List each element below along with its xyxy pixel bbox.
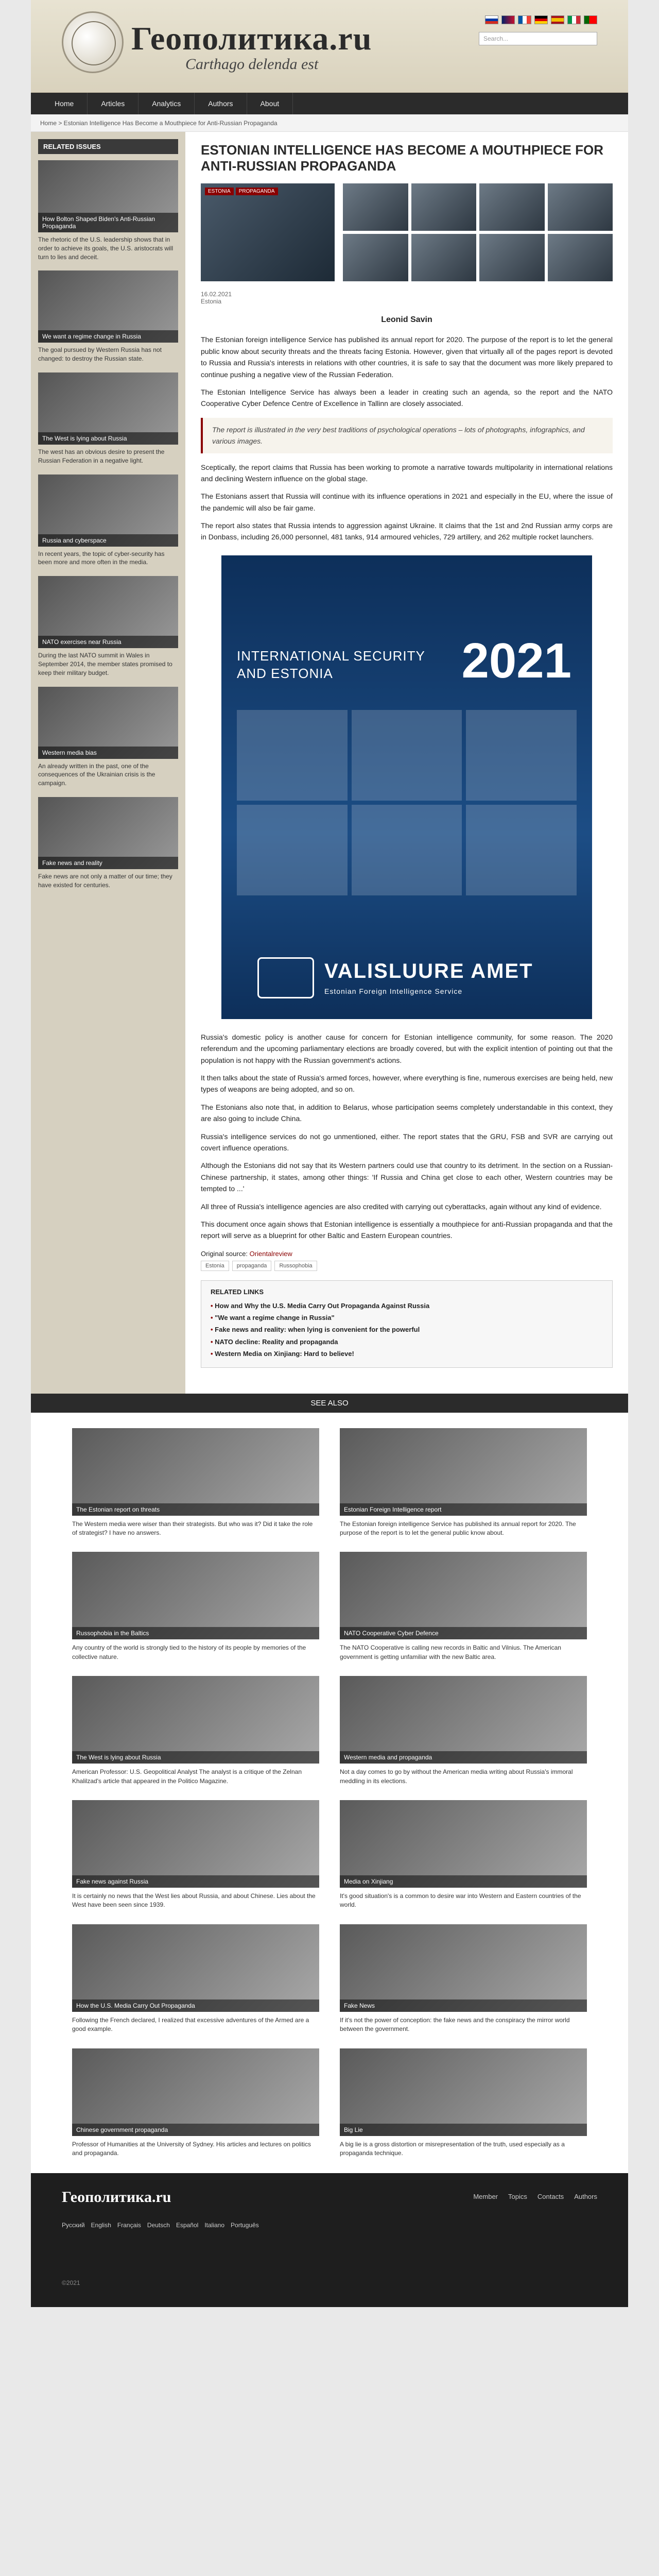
sidebar-card-caption[interactable]: Russia and cyberspace [38, 534, 178, 547]
related-link[interactable]: • "We want a regime change in Russia" [211, 1312, 603, 1324]
footer-lang[interactable]: Русский [62, 2222, 85, 2229]
see-also-item[interactable] [72, 1676, 319, 1786]
see-also-item[interactable] [340, 2048, 587, 2158]
sidebar-card-text: In recent years, the topic of cyber-security has been more and more often in the media. [38, 550, 165, 566]
see-also-caption[interactable]: NATO Cooperative Cyber Defence [340, 1627, 587, 1639]
see-also-caption[interactable]: Fake News [340, 1999, 587, 2012]
article-date: 16.02.2021 [201, 291, 232, 298]
see-also-caption[interactable]: Fake news against Russia [72, 1875, 319, 1888]
tag-chip[interactable]: Russophobia [274, 1261, 317, 1271]
nav-item-authors[interactable]: Authors [195, 93, 247, 114]
related-links-box [201, 1280, 613, 1368]
sidebar-card[interactable] [38, 576, 178, 677]
footer-nav [473, 2193, 597, 2200]
footer-languages [62, 2222, 597, 2229]
flag-es-icon[interactable] [551, 15, 564, 24]
copyright: ©2021 [62, 2279, 80, 2287]
footer-lang[interactable]: Deutsch [147, 2222, 170, 2229]
sidebar-card-text: The rhetoric of the U.S. leadership shows that in order to achieve its goals, the U.S. aristocrats will turn to lies and deceit. [38, 236, 174, 261]
footer-logo[interactable]: Геополитика.ru [62, 2189, 171, 2206]
flag-fr-icon[interactable] [518, 15, 531, 24]
footer-lang[interactable]: English [91, 2222, 111, 2229]
sidebar-card-text: An already written in the past, one of the consequences of the Ukrainian crisis is the campaign. [38, 762, 155, 787]
see-also-caption[interactable]: Media on Xinjiang [340, 1875, 587, 1888]
see-also-item[interactable] [72, 1800, 319, 1910]
pull-quote: The report is illustrated in the very best traditions of psychological operations – lots of photographs, infographics, and various images. [201, 418, 613, 453]
see-also-text: American Professor: U.S. Geopolitical Analyst The analyst is a critique of the Zelnan Khalilzad's article that appeared in the Politico Magazine. [72, 1768, 302, 1785]
see-also-grid [31, 1413, 628, 2174]
article-title: ESTONIAN INTELLIGENCE HAS BECOME A MOUTHPIECE FOR ANTI-RUSSIAN PROPAGANDA [201, 142, 603, 174]
see-also-text: The Western media were wiser than their strategists. But who was it? Did it take the role of strategist? I have no answers. [72, 1520, 313, 1537]
see-also-text: If it's not the power of conception: the fake news and the conspiracy the mirror world between the government. [340, 2016, 570, 2033]
article-content [185, 132, 628, 1394]
sidebar-heading: RELATED ISSUES [38, 139, 178, 154]
paragraph: Sceptically, the report claims that Russia has been working to promote a narrative towards multipolarity in international relations and declining Western influence on the global stage. [201, 463, 613, 483]
flag-it-icon[interactable] [567, 15, 581, 24]
cover-year: 2021 [461, 633, 571, 688]
nav-item-about[interactable]: About [247, 93, 293, 114]
sidebar-card-caption[interactable]: Fake news and reality [38, 857, 178, 869]
search-input[interactable]: Search... [479, 32, 597, 45]
see-also-item[interactable] [340, 1924, 587, 2034]
paragraph: The report also states that Russia intends to aggression against Ukraine. It claims that the 1st and 2nd Russian army corps are in Donbass, including 26,000 personnel, 481 tanks, 914 armoured vehicles, 729 artillery, and 262 multiple rocket launchers. [201, 521, 613, 541]
flag-ru-icon[interactable] [485, 15, 498, 24]
related-links-heading: RELATED LINKS [211, 1287, 264, 1296]
sidebar-card-caption[interactable]: We want a regime change in Russia [38, 330, 178, 343]
related-link[interactable]: • Fake news and reality: when lying is convenient for the powerful [211, 1324, 603, 1335]
see-also-item[interactable] [72, 1924, 319, 2034]
cover-line2: AND ESTONIA [237, 665, 333, 681]
sidebar-card-text: Fake news are not only a matter of our time; they have existed for centuries. [38, 872, 172, 889]
paragraph: All three of Russia's intelligence agencies are also credited with carrying out cyberattacks, again without any kind of evidence. [201, 1202, 602, 1211]
tag-row [201, 1261, 613, 1271]
language-flags [485, 15, 597, 24]
see-also-item[interactable] [72, 2048, 319, 2158]
breadcrumb[interactable]: Home > Estonian Intelligence Has Become a Mouthpiece for Anti-Russian Propaganda [31, 114, 628, 132]
nav-item-home[interactable]: Home [41, 93, 88, 114]
tag-chip[interactable]: propaganda [232, 1261, 272, 1271]
paragraph: This document once again shows that Estonian intelligence is essentially a mouthpiece for anti-Russian propaganda and that the report will serve as a blueprint for other Baltic and Eastern European countries. [201, 1219, 613, 1240]
footer-nav-item[interactable]: Topics [508, 2193, 527, 2201]
footer-nav-item[interactable]: Member [473, 2193, 498, 2201]
article-author[interactable]: Leonid Savin [381, 315, 432, 325]
sidebar-card[interactable] [38, 270, 178, 363]
footer-nav-item[interactable]: Contacts [537, 2193, 564, 2201]
see-also-caption[interactable]: How the U.S. Media Carry Out Propaganda [72, 1999, 319, 2012]
footer-lang[interactable]: Español [176, 2222, 199, 2229]
cover-brand-sub: Estonian Foreign Intelligence Service [324, 987, 463, 995]
site-footer [31, 2173, 628, 2307]
nav-item-analytics[interactable]: Analytics [138, 93, 195, 114]
footer-lang[interactable]: Português [231, 2222, 259, 2229]
sidebar-card-caption[interactable]: NATO exercises near Russia [38, 636, 178, 648]
paragraph: Although the Estonians did not say that its Western partners could use that country to its detriment. In the section on a Russian-Chinese partnership, it states, among other things: 'If Russia and China get close to each other, Western countries may be tempted to ...' [201, 1161, 613, 1193]
article-meta [201, 291, 613, 305]
flag-en-icon[interactable] [501, 15, 515, 24]
lion-emblem-icon [257, 957, 314, 998]
paragraph: The Estonian foreign intelligence Service has published its annual report for 2020. The purpose of the report is to let the general public know about security threats and the threats facing Estonia. However, given that virtually all of the pages report is devoted to Russia and Russia's interests in relations with other countries, it is safe to say that the document was more likely prepared to continue pushing a negative view of the Russian Federation. [201, 335, 613, 379]
see-also-caption[interactable]: The Estonian report on threats [72, 1503, 319, 1516]
photo-collage [343, 183, 613, 281]
footer-lang[interactable]: Français [117, 2222, 141, 2229]
sidebar-card[interactable] [38, 372, 178, 465]
source-label: Original source: [201, 1249, 248, 1258]
sidebar-card-text: The goal pursued by Western Russia has not changed: to destroy the Russian state. [38, 346, 162, 363]
see-also-text: It's good situation's is a common to desire war into Western and Eastern countries of the world. [340, 1892, 581, 1909]
source-line [201, 1250, 613, 1258]
paragraph: Russia's domestic policy is another cause for concern for Estonian intelligence community, for some reason. The 2020 referendum and the upcoming parliamentary elections are broadly covered, but with the explicit intention of pointing out that the population is not happy with the Russian government's actions. [201, 1032, 613, 1064]
logo-globe-icon[interactable] [62, 11, 124, 73]
related-link[interactable]: • NATO decline: Reality and propaganda [211, 1336, 603, 1348]
paragraph: Russia's intelligence services do not go unmentioned, either. The report states that the GRU, FSB and SVR are carrying out covert influence operations. [201, 1132, 613, 1152]
flag-de-icon[interactable] [534, 15, 548, 24]
source-link[interactable]: Orientalreview [249, 1249, 292, 1258]
see-also-item[interactable] [72, 1552, 319, 1662]
see-also-text: A big lie is a gross distortion or misrepresentation of the truth, used especially as a propaganda technique. [340, 2140, 565, 2157]
article-region[interactable]: Estonia [201, 298, 222, 306]
see-also-text: The NATO Cooperative is calling new records in Baltic and Vilnius. The American government is getting unfamiliar with the new Baltic area. [340, 1644, 561, 1660]
article-tag[interactable]: ESTONIA [205, 188, 234, 195]
paragraph: The Estonian Intelligence Service has always been a leader in creating such an agenda, so the report and the NATO Cooperative Cyber Defence Centre of Excellence in Tallinn are closely associated. [201, 387, 613, 408]
main-nav [31, 93, 628, 114]
flag-pt-icon[interactable] [584, 15, 597, 24]
see-also-caption[interactable]: Western media and propaganda [340, 1751, 587, 1764]
see-also-text: Any country of the world is strongly tied to the history of its people by memories of the collective nature. [72, 1644, 306, 1660]
see-also-caption[interactable]: Russophobia in the Baltics [72, 1627, 319, 1639]
sidebar-card-text: During the last NATO summit in Wales in September 2014, the member states promised to keep their military budget. [38, 652, 172, 676]
see-also-heading: SEE ALSO [31, 1394, 628, 1413]
sidebar-card-text: The west has an obvious desire to present the Russian Federation in a negative light. [38, 448, 165, 464]
left-sidebar [31, 132, 185, 1394]
sidebar-card[interactable] [38, 474, 178, 567]
see-also-item[interactable] [340, 1676, 587, 1786]
cover-brand: VALISLUURE AMET [324, 959, 533, 982]
see-also-caption[interactable]: The West is lying about Russia [72, 1751, 319, 1764]
see-also-item[interactable] [340, 1552, 587, 1662]
sidebar-card[interactable] [38, 797, 178, 890]
see-also-caption[interactable]: Estonian Foreign Intelligence report [340, 1503, 587, 1516]
sidebar-card-caption[interactable]: Western media bias [38, 747, 178, 759]
tag-chip[interactable]: Estonia [201, 1261, 229, 1271]
see-also-item[interactable] [72, 1428, 319, 1538]
related-link[interactable]: • How and Why the U.S. Media Carry Out Propaganda Against Russia [211, 1300, 603, 1312]
site-header [31, 0, 628, 93]
sidebar-card[interactable] [38, 160, 178, 261]
site-title[interactable]: Геополитика.ru [131, 20, 372, 57]
sidebar-card[interactable] [38, 687, 178, 788]
see-also-text: Professor of Humanities at the University of Sydney. His articles and lectures on politics and propaganda. [72, 2140, 311, 2157]
article-tag[interactable]: PROPAGANDA [236, 188, 278, 195]
sidebar-card-caption[interactable]: How Bolton Shaped Biden's Anti-Russian Propaganda [38, 213, 178, 232]
nav-item-articles[interactable]: Articles [88, 93, 138, 114]
see-also-text: The Estonian foreign intelligence Service has published its annual report for 2020. The purpose of the report is to let the general public know about. [340, 1520, 576, 1537]
see-also-text: Not a day comes to go by without the American media writing about Russia's immoral meddling in its elections. [340, 1768, 573, 1785]
site-motto: Carthago delenda est [185, 56, 319, 73]
see-also-caption[interactable]: Big Lie [340, 2124, 587, 2136]
sidebar-card-caption[interactable]: The West is lying about Russia [38, 432, 178, 445]
see-also-caption[interactable]: Chinese government propaganda [72, 2124, 319, 2136]
article-thumbnail [201, 183, 335, 281]
see-also-text: Following the French declared, I realized that excessive adventures of the Armed are a good example. [72, 2016, 309, 2033]
paragraph: The Estonians assert that Russia will continue with its influence operations in 2021 and especially in the EU, where the issue of the pandemic will also be fair game. [201, 492, 613, 512]
report-cover-image [221, 555, 592, 1019]
footer-lang[interactable]: Italiano [204, 2222, 225, 2229]
related-link[interactable]: • Western Media on Xinjiang: Hard to believe! [211, 1348, 603, 1360]
footer-nav-item[interactable]: Authors [574, 2193, 597, 2201]
see-also-item[interactable] [340, 1800, 587, 1910]
see-also-item[interactable] [340, 1428, 587, 1538]
paragraph: It then talks about the state of Russia's armed forces, however, where everything is fine, numerous exercises are being held, new types of weapons are being adopted, and so on. [201, 1074, 613, 1094]
see-also-text: It is certainly no news that the West lies about Russia, and about Chinese. Lies about the West have been seen since 1939. [72, 1892, 316, 1909]
cover-line1: INTERNATIONAL SECURITY [237, 648, 425, 664]
paragraph: The Estonians also note that, in addition to Belarus, whose participation seems completely understandable in this context, they are also going to include China. [201, 1103, 613, 1123]
